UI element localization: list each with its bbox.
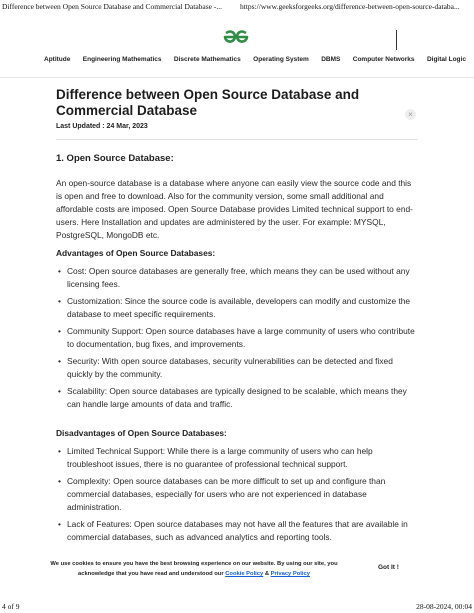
cookie-banner bbox=[0, 555, 474, 595]
nav-item-engineering-mathematics[interactable]: Engineering Mathematics bbox=[82, 56, 162, 63]
nav-item-digital-logic[interactable]: Digital Logic bbox=[426, 56, 466, 63]
print-datetime: 28-08-2024, 00:04 bbox=[416, 602, 472, 611]
cookie-message bbox=[44, 559, 344, 579]
nav-item-operating-system[interactable]: Operating System bbox=[253, 56, 309, 63]
cookie-and-text: & bbox=[263, 571, 271, 577]
cookie-line-1: We use cookies to ensure you have the best browsing experience on our website. By using our site, you bbox=[50, 561, 338, 567]
nav-item-aptitude[interactable]: Aptitude bbox=[44, 56, 71, 63]
nav-item-computer-networks[interactable]: Computer Networks bbox=[352, 56, 415, 63]
got-it-button[interactable]: Got It ! bbox=[378, 564, 399, 571]
cookie-policy-link[interactable]: Cookie Policy bbox=[225, 571, 264, 577]
list-item: • Customization: Since the source code is available, developers can modify and customize the database to meet specific requirements. bbox=[56, 295, 418, 321]
list-item: • Limited Technical Support: While there is a large community of users who can help troubleshoot issues, there is no guarantee of professional technical support. bbox=[56, 445, 418, 471]
cookie-line-2-text: acknowledge that you have read and understood our bbox=[78, 571, 226, 577]
nav-item-dbms[interactable]: DBMS bbox=[321, 56, 341, 63]
advantages-list bbox=[56, 265, 418, 411]
disadvantages-heading: Disadvantages of Open Source Databases: bbox=[56, 428, 227, 438]
article bbox=[56, 84, 418, 548]
cookie-line-2 bbox=[44, 569, 344, 579]
site-header bbox=[0, 22, 474, 78]
list-item: • Lack of Features: Open source databases may not have all the features that are available in commercial databases, such as advanced analytics and reporting tools. bbox=[56, 518, 418, 544]
list-item: • Community Support: Open source databases have a large community of users who contribute to documentation, bug fixes, and improvements. bbox=[56, 325, 418, 351]
print-page-title: Difference between Open Source Database and Commercial Database -... bbox=[2, 2, 222, 11]
title-divider bbox=[56, 139, 418, 140]
list-item: • Cost: Open source databases are generally free, which means they can be used without any licensing fees. bbox=[56, 265, 418, 291]
print-header bbox=[0, 0, 474, 14]
header-divider bbox=[396, 30, 397, 50]
list-item: • Security: With open source databases, security vulnerabilities can be detected and fixed quickly by the community. bbox=[56, 355, 418, 381]
section-heading: 1. Open Source Database: bbox=[56, 153, 174, 164]
disadvantages-list bbox=[56, 445, 418, 544]
close-icon[interactable]: × bbox=[405, 109, 416, 120]
article-title: Difference between Open Source Database and Commercial Database bbox=[56, 87, 360, 118]
list-item: • Scalability: Open source databases are typically designed to be scalable, which means they can handle large amounts of data and traffic. bbox=[56, 385, 418, 411]
page-counter: 4 of 9 bbox=[2, 602, 20, 611]
privacy-policy-link[interactable]: Privacy Policy bbox=[270, 571, 310, 577]
intro-paragraph: An open-source database is a database where anyone can easily view the source code and this is open and free to download. Also for the community version, some small additional and affordable costs are imposed. Open Source Database provides Limited technical support to end-users. Here Installation and updates are administered by the user. For example: MYSQL, PostgreSQL, MongoDB etc. bbox=[56, 178, 413, 240]
advantages-heading: Advantages of Open Source Databases: bbox=[56, 248, 216, 258]
print-page-url: https://www.geeksforgeeks.org/difference-between-open-source-databa... bbox=[240, 2, 460, 11]
topic-nav bbox=[0, 56, 474, 63]
geeksforgeeks-logo-icon[interactable] bbox=[221, 28, 251, 46]
last-updated: Last Updated : 24 Mar, 2023 bbox=[56, 123, 148, 130]
nav-item-discrete-mathematics[interactable]: Discrete Mathematics bbox=[173, 56, 241, 63]
print-footer bbox=[0, 601, 474, 613]
list-item: • Complexity: Open source databases can be more difficult to set up and configure than commercial databases, especially for users who are not experienced in database administration. bbox=[56, 475, 418, 514]
